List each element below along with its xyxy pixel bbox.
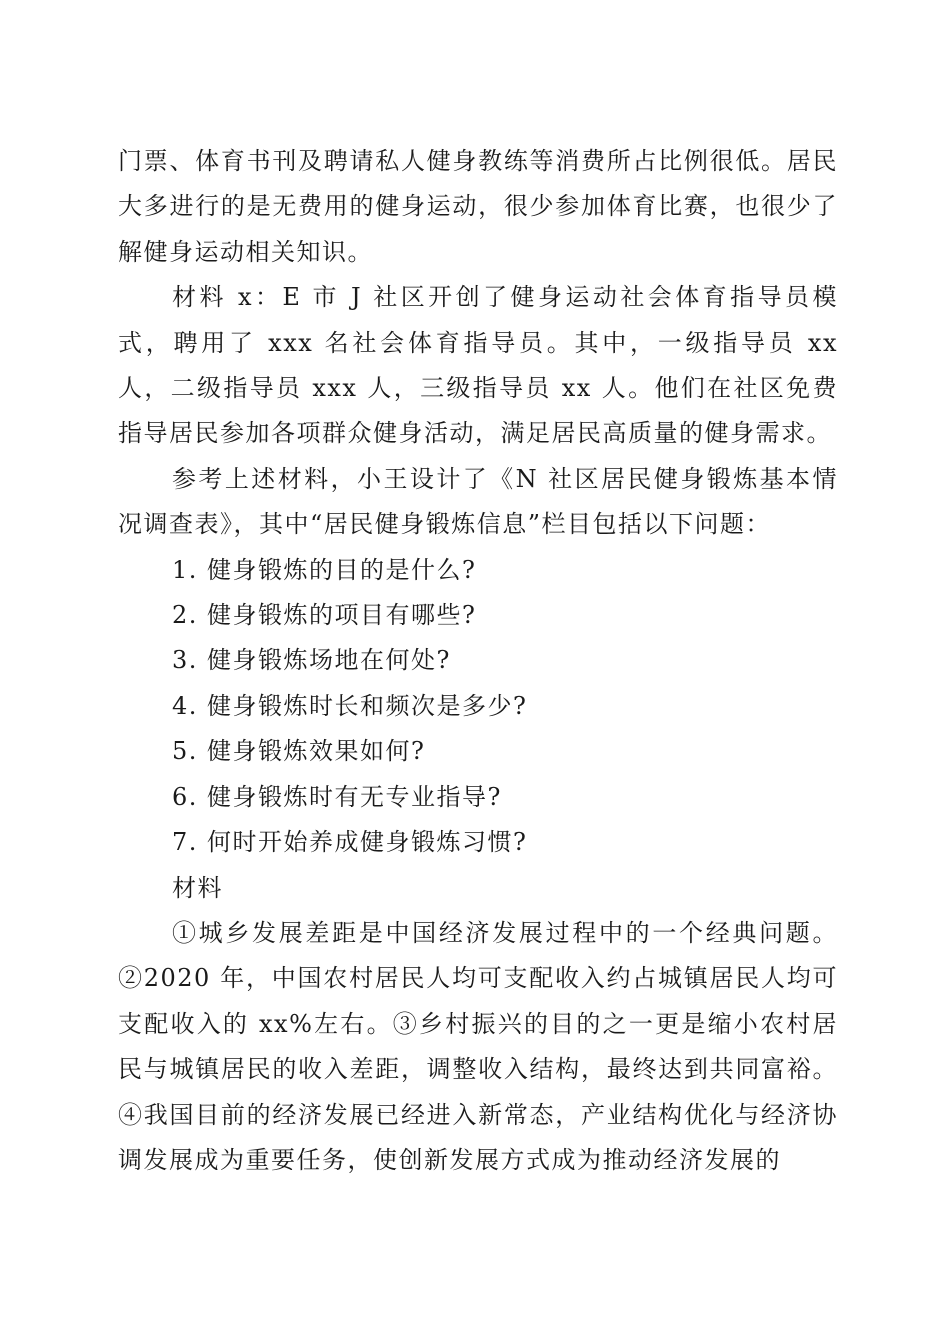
question-item: 4. 健身锻炼时长和频次是多少?	[172, 691, 528, 720]
question-item: 3. 健身锻炼场地在何处?	[172, 646, 451, 675]
paragraph-survey-intro: 参考上述材料，小王设计了《N 社区居民健身锻炼基本情况调查表》，其中“居民健身锻炼信息”栏目包括以下问题：	[118, 464, 838, 539]
document-body	[118, 139, 838, 1183]
question-item: 7. 何时开始养成健身锻炼习惯?	[172, 828, 528, 857]
question-item: 1. 健身锻炼的目的是什么?	[172, 555, 477, 584]
question-item: 5. 健身锻炼效果如何?	[172, 737, 426, 766]
material-heading: 材料	[172, 873, 223, 902]
paragraph-material-body: ①城乡发展差距是中国经济发展过程中的一个经典问题。②2020 年，中国农村居民人均可支配收入约占城镇居民人均可支配收入的 xx%左右。③乡村振兴的目的之一更是缩小农村居民与城镇居民的收入差距，调整收入结构，最终达到共同富裕。④我国目前的经济发展已经进入新常态，产业结构优化与经济协调发展成为重要任务，使创新发展方式成为推动经济发展的	[118, 918, 838, 1174]
paragraph-material-x: 材料 x：E 市 J 社区开创了健身运动社会体育指导员模式，聘用了 xxx 名社会体育指导员。其中，一级指导员 xx 人，二级指导员 xxx 人，三级指导员 xx 人。他们在社区免费指导居民参加各项群众健身活动，满足居民高质量的健身需求。	[118, 283, 838, 448]
question-item: 2. 健身锻炼的项目有哪些?	[172, 601, 477, 630]
question-item: 6. 健身锻炼时有无专业指导?	[172, 782, 502, 811]
paragraph-continuation: 门票、体育书刊及聘请私人健身教练等消费所占比例很低。居民大多进行的是无费用的健身运动，很少参加体育比赛，也很少了解健身运动相关知识。	[118, 147, 838, 266]
